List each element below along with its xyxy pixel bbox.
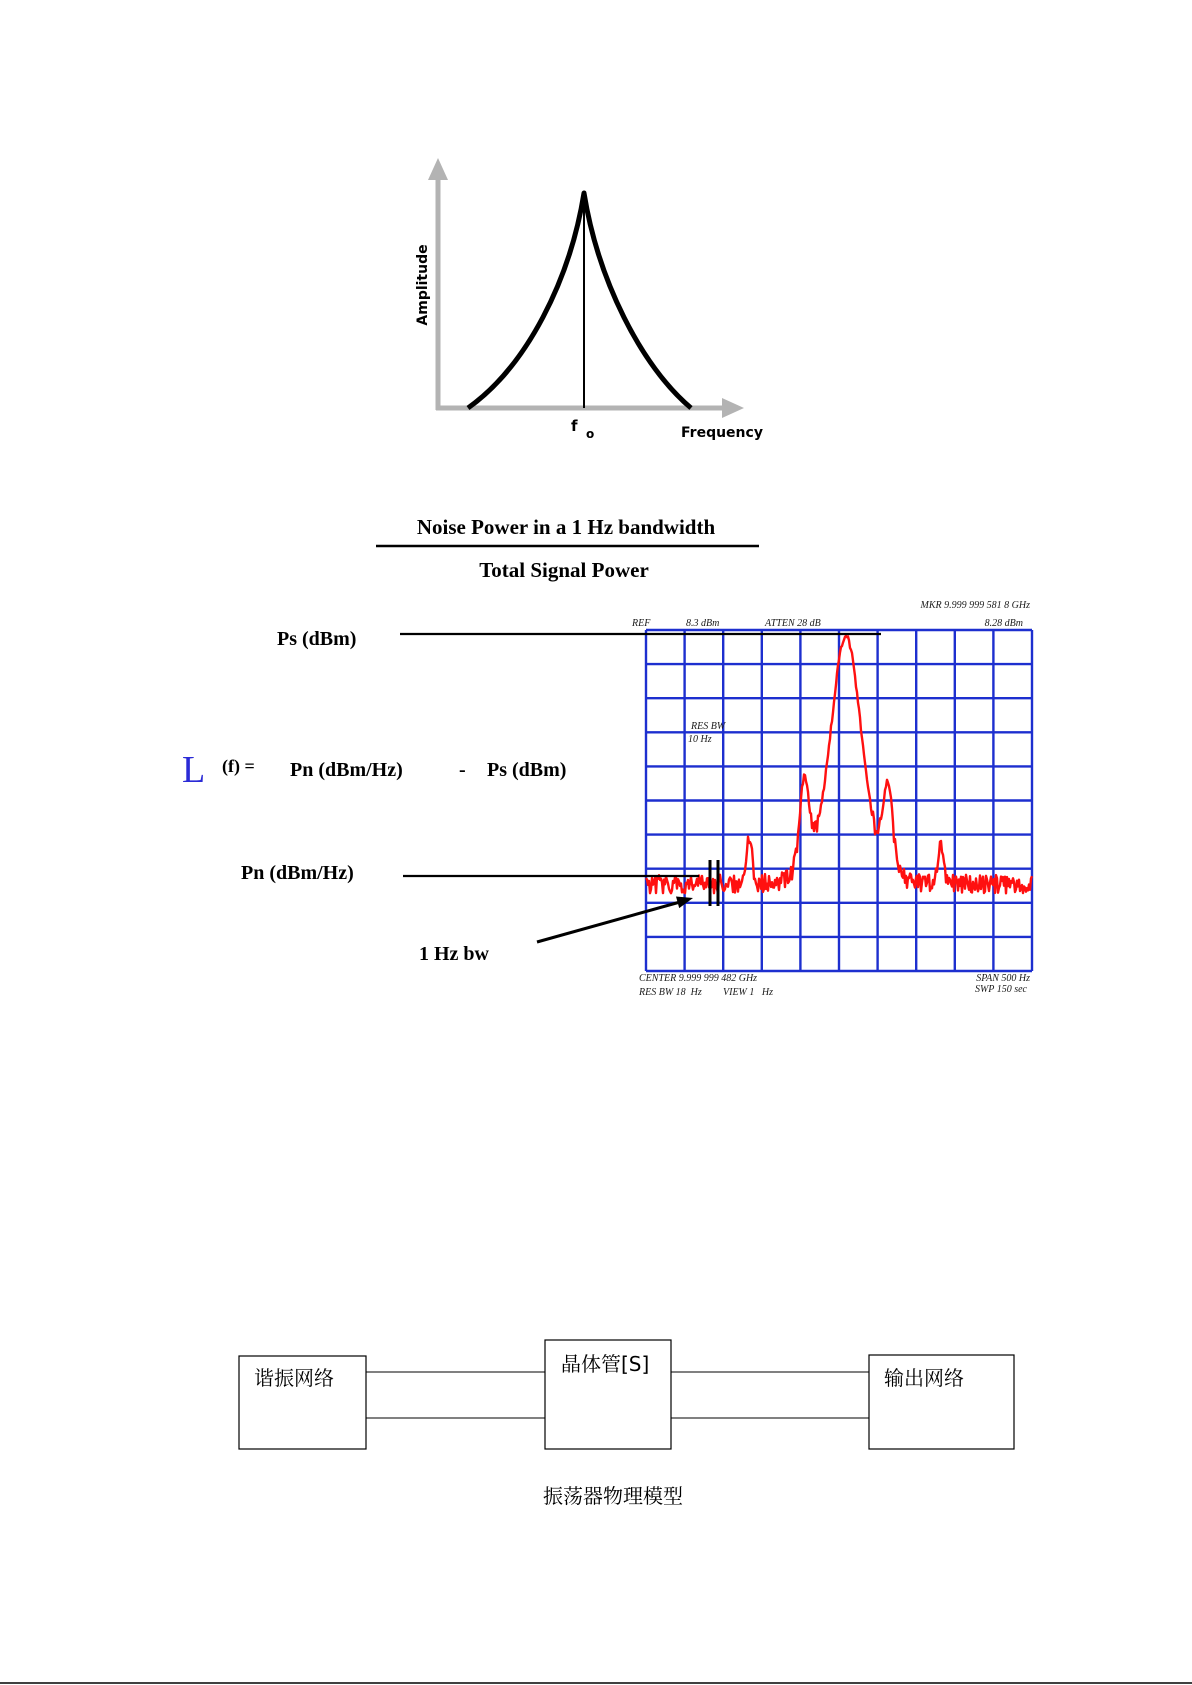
equation-term-ps: Ps (dBm) [487,759,567,781]
span-setting: SPAN 500 Hz [976,973,1030,984]
attenuation: ATTEN 28 dB [765,618,821,629]
bw-label: 1 Hz bw [419,943,489,965]
diagram-caption: 振荡器物理模型 [543,1484,683,1508]
sweep-setting: SWP 150 sec [974,984,1027,995]
fraction-numerator: Noise Power in a 1 Hz bandwidth [416,515,716,539]
center-frequency: CENTER 9.999 999 482 GHz [639,973,758,984]
equation-argument: (f) = [222,756,255,776]
marker-readout: MKR 9.999 999 581 8 GHz [920,600,1030,611]
fraction-denominator: Total Signal Power [479,558,649,582]
center-frequency-label: f [571,417,578,435]
ps-label: Ps (dBm) [277,628,357,650]
pn-label: Pn (dBm/Hz) [241,862,354,884]
ref-level: 8.3 dBm [686,618,720,629]
analyzer-grid [646,630,1032,971]
ref-label: REF [632,618,651,629]
marker-level: 8.28 dBm [984,618,1023,629]
resonance-peak-curve [468,193,691,408]
x-axis-arrowhead [722,398,744,418]
amplitude-frequency-figure [415,158,763,441]
res-bw-setting: RES BW 18 Hz [639,987,702,998]
equation-term-pn: Pn (dBm/Hz) [290,759,403,781]
y-axis-label: Amplitude [415,244,431,326]
transistor-label: 晶体管[S] [561,1352,650,1376]
resonant-network-label: 谐振网络 [254,1366,334,1390]
phase-noise-symbol: L [182,749,206,791]
res-bw-label: RES BW [691,721,726,732]
y-axis-arrowhead [428,158,448,180]
x-axis-label: Frequency [681,425,763,441]
equation-minus: - [459,759,466,781]
view-setting: VIEW 1 Hz [723,987,773,998]
output-network-label: 输出网络 [884,1366,964,1390]
spectrum-figure [182,600,1032,998]
res-bw-value: 10 Hz [688,734,712,745]
oscillator-block-diagram [239,1340,1014,1508]
phase-noise-fraction [376,515,759,582]
center-frequency-subscript: o [586,427,595,441]
